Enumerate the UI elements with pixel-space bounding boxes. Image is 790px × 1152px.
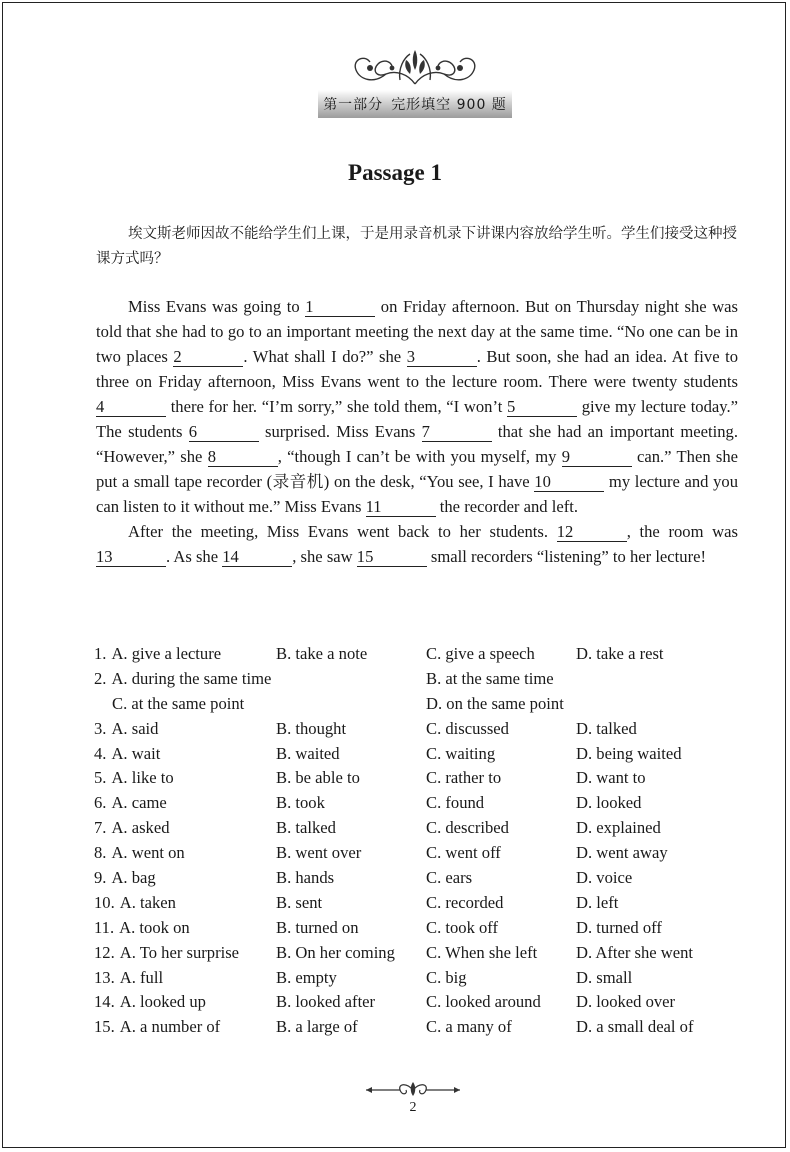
option-row xyxy=(94,719,754,744)
option-c[interactable]: C. found xyxy=(426,793,485,813)
option-a[interactable]: A. asked xyxy=(111,818,170,838)
option-b[interactable]: B. turned on xyxy=(276,917,359,937)
option-b[interactable]: B. waited xyxy=(276,743,340,763)
question-number: 5. xyxy=(94,768,107,788)
blank-11[interactable]: 11 xyxy=(366,498,436,517)
question-number-and-option-a xyxy=(94,943,239,963)
question-number: 13. xyxy=(94,967,115,987)
page-header xyxy=(318,44,512,122)
section-label: 完形填空 900 题 xyxy=(391,97,507,113)
option-c[interactable]: B. at the same time xyxy=(426,668,554,688)
blank-8[interactable]: 8 xyxy=(208,448,278,467)
passage-text: can.” Then she put a small tape recorder (录音机) on the desk, “You see, I have xyxy=(96,447,739,491)
passage-paragraph-2 xyxy=(96,519,738,569)
option-a[interactable]: C. at the same point xyxy=(112,693,245,713)
option-d[interactable]: D. take a rest xyxy=(576,644,664,663)
page-number: 2 xyxy=(409,1100,417,1115)
option-row xyxy=(94,793,754,818)
question-number-and-option-a xyxy=(94,992,206,1012)
question-number-and-option-a xyxy=(94,669,271,689)
answer-options xyxy=(94,644,754,1042)
option-c[interactable]: C. When she left xyxy=(426,942,538,962)
option-a[interactable]: A. bag xyxy=(111,868,156,888)
option-b[interactable]: B. be able to xyxy=(276,768,360,788)
question-number-and-option-a xyxy=(94,843,185,863)
question-number-and-option-a xyxy=(94,893,176,913)
option-d[interactable]: D. went away xyxy=(576,843,668,863)
option-row xyxy=(94,669,754,694)
passage-text: , the room was xyxy=(626,522,738,541)
passage-text: small recorders “listening” to her lecture! xyxy=(426,547,706,566)
option-c[interactable]: C. waiting xyxy=(426,743,496,763)
option-b[interactable]: B. looked after xyxy=(276,992,376,1012)
blank-10[interactable]: 10 xyxy=(534,473,604,492)
floral-ornament-icon xyxy=(352,44,478,88)
option-d[interactable]: D. small xyxy=(576,967,633,987)
option-d[interactable]: D. explained xyxy=(576,818,661,838)
blank-14[interactable]: 14 xyxy=(222,548,292,567)
option-row xyxy=(94,868,754,893)
question-number: 9. xyxy=(94,868,107,888)
passage-paragraph-1 xyxy=(96,294,738,519)
option-row xyxy=(94,644,754,669)
option-a[interactable]: A. give a lecture xyxy=(111,644,222,663)
blank-12[interactable]: 12 xyxy=(557,523,627,542)
option-b[interactable]: B. a large of xyxy=(276,1017,358,1037)
option-row xyxy=(94,818,754,843)
passage-text: , “though I can’t be with you myself, my xyxy=(277,447,562,466)
option-row xyxy=(94,918,754,943)
blank-15[interactable]: 15 xyxy=(357,548,427,567)
question-number: 8. xyxy=(94,843,107,863)
option-a[interactable]: A. wait xyxy=(111,743,161,763)
question-number-and-option-a xyxy=(94,793,167,813)
option-row xyxy=(94,992,754,1017)
question-number: 11. xyxy=(94,917,115,937)
passage-text: . But soon, she had an idea. At five to three on Friday afternoon, Miss Evans went to the lecture room. There were twenty students xyxy=(96,347,739,391)
option-b[interactable]: B. took xyxy=(276,793,325,813)
question-number-and-option-a xyxy=(94,968,163,988)
question-number-and-option-a xyxy=(94,744,160,764)
blank-6[interactable]: 6 xyxy=(189,423,259,442)
option-c[interactable]: C. big xyxy=(426,967,467,987)
option-d[interactable]: D. voice xyxy=(576,868,633,888)
passage-title: Passage 1 xyxy=(348,160,442,185)
option-c[interactable]: C. a many of xyxy=(426,1017,512,1037)
question-number-and-option-a xyxy=(94,918,190,938)
option-c[interactable]: C. ears xyxy=(426,868,473,888)
option-c[interactable]: C. recorded xyxy=(426,892,504,912)
question-number: 6. xyxy=(94,793,107,813)
option-d[interactable]: D. a small deal of xyxy=(576,1017,694,1037)
passage-text: surprised. Miss Evans xyxy=(258,422,422,441)
option-d[interactable]: D. After she went xyxy=(576,942,694,962)
chinese-introduction xyxy=(96,222,738,272)
option-a[interactable]: A. looked up xyxy=(119,992,206,1012)
option-a[interactable]: A. came xyxy=(111,793,167,813)
part-label: 第一部分 xyxy=(323,97,384,113)
option-a[interactable]: A. took on xyxy=(119,917,190,937)
option-d[interactable]: D. looked xyxy=(576,793,642,813)
option-c[interactable]: C. looked around xyxy=(426,992,541,1012)
question-number-and-option-a xyxy=(94,719,158,739)
question-number: 7. xyxy=(94,818,107,838)
option-c[interactable]: C. discussed xyxy=(426,718,509,738)
blank-4[interactable]: 4 xyxy=(96,398,166,417)
option-d[interactable]: D. being waited xyxy=(576,743,682,763)
question-number: 15. xyxy=(94,1017,115,1037)
blank-9[interactable]: 9 xyxy=(562,448,632,467)
passage-text: , she saw xyxy=(292,547,357,566)
option-c[interactable]: D. on the same point xyxy=(426,693,564,713)
page-footer xyxy=(364,1080,462,1120)
option-row xyxy=(94,968,754,993)
option-row xyxy=(94,744,754,769)
option-b[interactable]: B. went over xyxy=(276,843,362,863)
option-b[interactable]: B. On her coming xyxy=(276,942,395,962)
option-a[interactable]: A. went on xyxy=(111,843,185,863)
blank-7[interactable]: 7 xyxy=(422,423,492,442)
option-row xyxy=(94,843,754,868)
intro-text: 埃文斯老师因故不能给学生们上课，于是用录音机录下讲课内容放给学生听。学生们接受这种授课方式吗？ xyxy=(96,226,737,267)
passage-body xyxy=(96,294,738,569)
passage-text: give my lecture today.” The students xyxy=(96,397,738,441)
option-row xyxy=(94,694,754,719)
blank-1[interactable]: 1 xyxy=(305,298,375,317)
option-c[interactable]: C. rather to xyxy=(426,768,502,788)
option-b[interactable]: B. hands xyxy=(276,868,335,888)
question-number-and-option-a xyxy=(94,768,174,788)
option-a[interactable]: A. during the same time xyxy=(111,668,272,688)
option-c[interactable]: C. took off xyxy=(426,917,499,937)
passage-text: Miss Evans was going to xyxy=(128,297,306,316)
question-number-and-option-a xyxy=(94,818,170,838)
option-d[interactable]: D. want to xyxy=(576,768,646,788)
option-a[interactable]: A. like to xyxy=(111,768,174,788)
passage-text: there for her. “I’m sorry,” she told them, “I won’t xyxy=(166,397,507,416)
option-a[interactable]: A. a number of xyxy=(119,1017,221,1037)
option-b[interactable]: B. take a note xyxy=(276,644,368,663)
question-number: 3. xyxy=(94,718,107,738)
passage-text: the recorder and left. xyxy=(435,497,578,516)
option-c[interactable]: C. described xyxy=(426,818,509,838)
passage-text: on Friday afternoon. But on Thursday night she was told that she had to go to an important meeting the next day at the same time. “No one can be in two places xyxy=(96,297,738,366)
passage-text: . What shall I do?” she xyxy=(243,347,407,366)
passage-text: After the meeting, Miss Evans went back to her students. xyxy=(128,522,557,541)
option-d[interactable]: D. talked xyxy=(576,718,637,738)
question-number-and-option-a xyxy=(94,644,221,664)
option-a[interactable]: A. full xyxy=(119,967,164,987)
option-row xyxy=(94,893,754,918)
blank-3[interactable]: 3 xyxy=(407,348,477,367)
question-number: 1. xyxy=(94,644,107,663)
option-b[interactable]: B. thought xyxy=(276,718,347,738)
blank-2[interactable]: 2 xyxy=(173,348,243,367)
blank-5[interactable]: 5 xyxy=(507,398,577,417)
option-d[interactable]: D. turned off xyxy=(576,917,662,937)
option-row xyxy=(94,943,754,968)
question-number: 12. xyxy=(94,942,115,962)
option-b[interactable]: B. empty xyxy=(276,967,337,987)
question-number: 2. xyxy=(94,668,107,688)
option-row xyxy=(94,768,754,793)
question-number: 4. xyxy=(94,743,107,763)
option-d[interactable]: D. left xyxy=(576,892,619,912)
section-banner xyxy=(318,90,512,118)
option-b[interactable]: B. sent xyxy=(276,892,323,912)
question-number-and-option-a xyxy=(94,1017,220,1037)
option-a[interactable]: A. said xyxy=(111,718,159,738)
blank-13[interactable]: 13 xyxy=(96,548,166,567)
option-d[interactable]: D. looked over xyxy=(576,992,676,1012)
question-number-and-option-a xyxy=(94,868,156,888)
option-a[interactable]: A. To her surprise xyxy=(119,942,240,962)
option-c[interactable]: C. give a speech xyxy=(426,644,535,663)
question-number: 10. xyxy=(94,892,115,912)
question-number: 14. xyxy=(94,992,115,1012)
passage-text: that she had an important meeting. “However,” she xyxy=(96,422,738,466)
flourish-divider-icon xyxy=(364,1080,462,1100)
option-b[interactable]: B. talked xyxy=(276,818,336,838)
option-a[interactable]: A. taken xyxy=(119,892,176,912)
passage-text: my lecture and you can listen to it without me.” Miss Evans xyxy=(96,472,738,516)
option-row xyxy=(94,1017,754,1042)
passage-text: . As she xyxy=(166,547,223,566)
option-c[interactable]: C. went off xyxy=(426,843,501,863)
